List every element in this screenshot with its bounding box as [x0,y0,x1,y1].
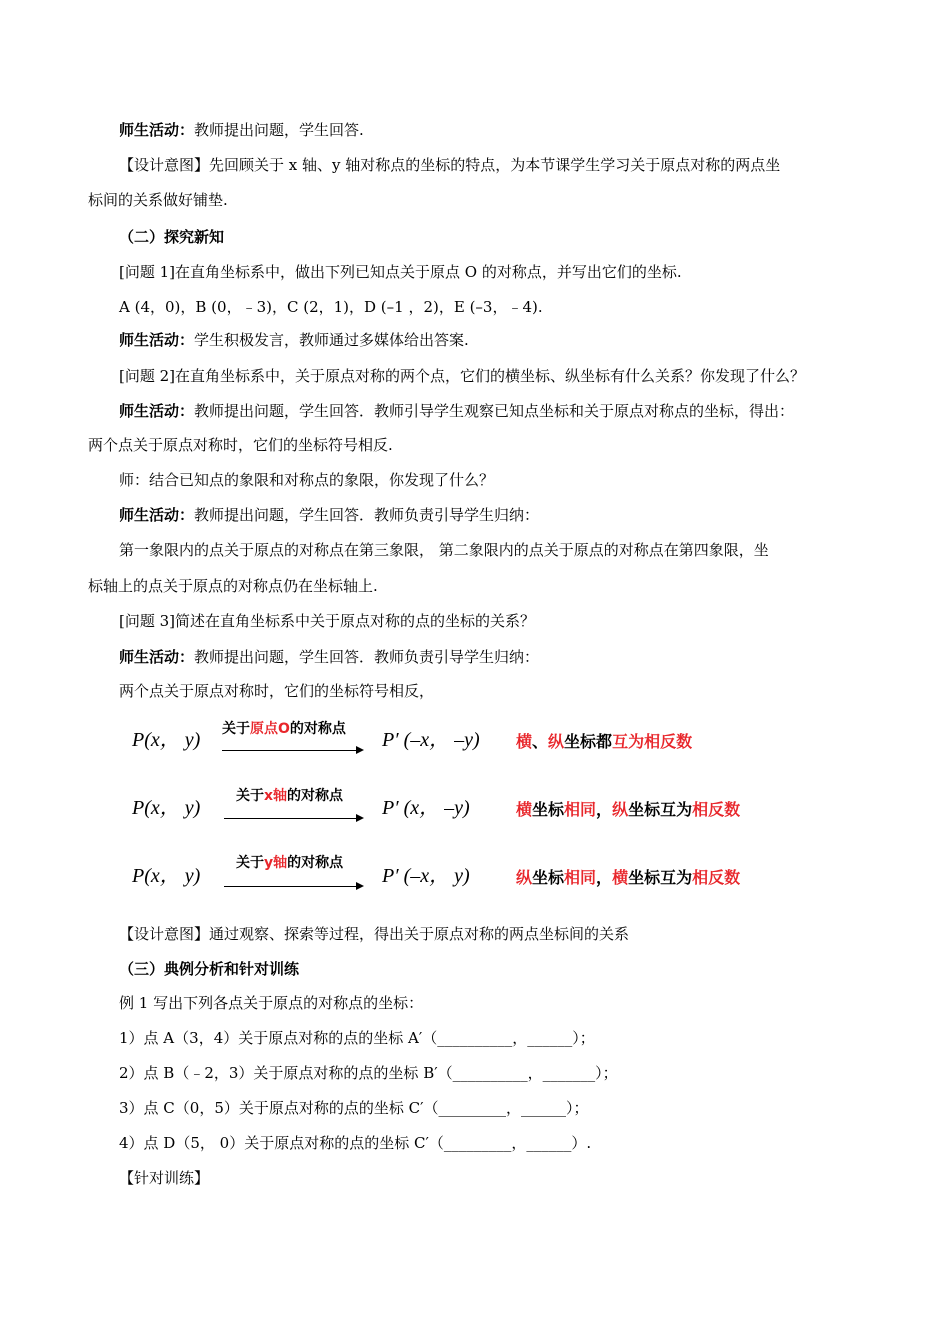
rule-label: 关于原点O的对称点 [222,721,346,737]
paragraph [119,401,794,421]
paragraph: 第一象限内的点关于原点的对称点在第三象限， 第二象限内的点关于原点的对称点在第四象限，坐 [119,541,769,559]
rule-description-part: 相同 [564,800,597,819]
training-heading: 【针对训练】 [119,1169,210,1187]
exercise-item: 2）点 B（﹣2，3）关于原点对称的点的坐标 B′（__________，_______）； [119,1064,618,1082]
activity-label: 师生活动： [119,402,195,420]
paragraph: 两个点关于原点对称时，它们的坐标符号相反， [119,682,435,700]
paragraph-text: 教师提出问题，学生回答. [194,121,364,139]
paragraph [119,330,469,350]
paragraph: 标轴上的点关于原点的对称点仍在坐标轴上. [88,577,378,595]
rule-description-part: 坐标都 [564,732,613,751]
rule-highlight: y轴 [264,855,288,871]
rule-from: P(x， y) [132,865,201,887]
question: [问题 2]在直角坐标系中，关于原点对称的两个点，它们的横坐标、纵坐标有什么关系？你发现了什么？ [119,367,806,385]
rule-description-part: 坐标 [532,800,565,819]
paragraph-text: 教师提出问题，学生回答．教师负责引导学生归纳： [194,506,540,524]
paragraph [119,505,539,525]
example-title: 例 1 写出下列各点关于原点的对称点的坐标： [119,994,424,1012]
arrow-icon [224,886,362,887]
rule-highlight: x轴 [264,788,288,804]
rule-description-part: 横 [516,800,533,819]
rule-description-part: 纵 [612,800,629,819]
paragraph-text: 教师提出问题，学生回答．教师引导学生观察已知点坐标和关于原点对称点的坐标，得出： [194,402,795,420]
paragraph: 【设计意图】先回顾关于 x 轴、y 轴对称点的坐标的特点，为本节课学生学习关于原点对称的两点坐 [119,156,781,174]
rule-from: P(x， y) [132,729,201,751]
activity-label: 师生活动： [119,331,195,349]
rule-description-part: ， [596,800,613,819]
paragraph-text: 学生积极发言，教师通过多媒体给出答案. [194,331,469,349]
rule-description [516,799,740,821]
rule-description-part: 、 [532,732,549,751]
rule-to: P′ (–x， –y) [382,729,480,751]
point-list: A (4，0)，B (0，﹣3)，C (2，1)，D (–1 ，2)，E (–3，﹣4). [119,298,543,316]
question: [问题 3]简述在直角坐标系中关于原点对称的点的坐标的关系？ [119,612,536,630]
rule-description [516,867,740,889]
rule-description-part: 坐标互为 [628,868,693,887]
exercise-item: 1）点 A（3，4）关于原点对称的点的坐标 A′（__________，______）； [119,1029,595,1047]
activity-label: 师生活动： [119,121,195,139]
rule-description-part: 坐标 [532,868,565,887]
question: [问题 1]在直角坐标系中，做出下列已知点关于原点 O 的对称点，并写出它们的坐标. [119,263,682,281]
rule-label: 关于y轴的对称点 [236,855,344,871]
arrow-icon [224,818,362,819]
paragraph: 【设计意图】通过观察、探索等过程，得出关于原点对称的两点坐标间的关系 [119,925,630,943]
paragraph: 标间的关系做好铺垫. [88,191,228,209]
rule-highlight: 原点O [250,721,290,737]
paragraph [119,647,539,667]
activity-label: 师生活动： [119,648,195,666]
section-heading: （二）探究新知 [119,228,225,246]
paragraph: 两个点关于原点对称时，它们的坐标符号相反. [88,436,393,454]
rule-description-part: 横 [612,868,629,887]
paragraph [119,120,364,140]
rule-description-part: ， [596,868,613,887]
section-heading: （三）典例分析和针对训练 [119,960,300,978]
arrow-icon [222,750,362,751]
rule-label: 关于x轴的对称点 [236,788,344,804]
activity-label: 师生活动： [119,506,195,524]
rule-description-part: 相同 [564,868,597,887]
rule-description-part: 相反数 [692,868,741,887]
rule-to: P′ (–x， y) [382,865,470,887]
rule-from: P(x， y) [132,797,201,819]
rule-description-part: 坐标互为 [628,800,693,819]
rule-description [516,731,692,753]
rule-description-part: 纵 [516,868,533,887]
rule-to: P′ (x， –y) [382,797,470,819]
rule-description-part: 相反数 [692,800,741,819]
paragraph-text: 教师提出问题，学生回答．教师负责引导学生归纳： [194,648,540,666]
rule-description-part: 互为相反数 [612,732,693,751]
rule-description-part: 横 [516,732,533,751]
exercise-item: 3）点 C（0，5）关于原点对称的点的坐标 C′（_________，______）； [119,1099,589,1117]
rule-description-part: 纵 [548,732,565,751]
paragraph: 师：结合已知点的象限和对称点的象限，你发现了什么？ [119,471,495,489]
exercise-item: 4）点 D（5， 0）关于原点对称的点的坐标 C′（_________，______）. [119,1134,592,1152]
